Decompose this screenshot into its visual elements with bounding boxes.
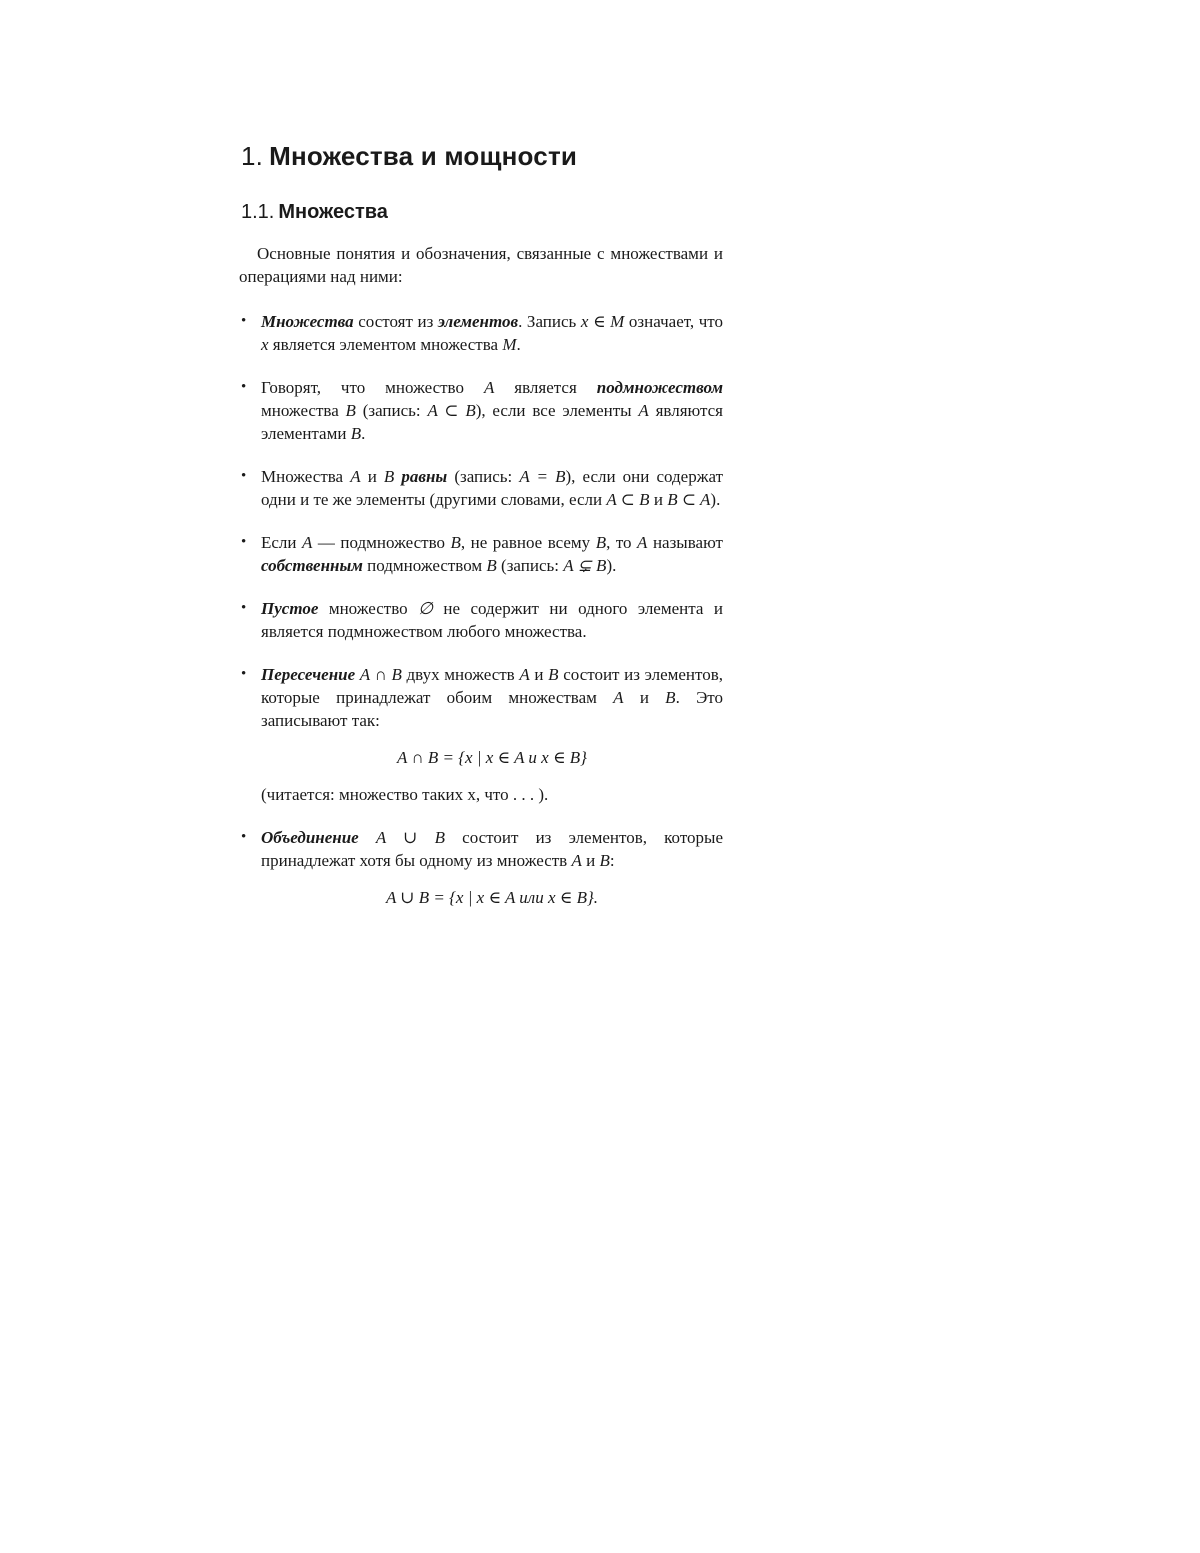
term: подмножеством [596,378,723,397]
formula-note: (читается: множество таких x, что . . . ). [261,785,549,804]
bullet-icon: • [241,468,247,484]
math: x ∈ M [580,312,625,331]
text: ). [710,490,721,509]
bullet-icon: • [241,829,247,845]
text: ), если они содержат одни и те же элементы (другими словами, если [261,467,724,509]
math: A ⊂ B [606,490,650,509]
math: B [595,533,607,552]
text: множество [318,599,419,618]
term: элементов [437,312,519,331]
text: . Запись [518,312,581,331]
math: A [350,467,361,486]
math: B [548,665,559,684]
text: является [494,378,597,397]
chapter-title [241,138,723,174]
definitions-list [241,310,723,909]
bullet-icon: • [241,666,247,682]
text: множества [261,401,346,420]
chapter-title-text: Множества и мощности [269,141,578,171]
bullet-icon: • [241,379,247,395]
text: (запись: [355,401,428,420]
list-item [241,663,723,806]
text: Множества [261,467,351,486]
bullet-icon: • [241,600,247,616]
text: означает, что [624,312,723,331]
text: ). [606,556,617,575]
list-item [241,826,723,909]
bullet-icon: • [241,313,247,329]
document-page [241,138,723,929]
text: и [360,467,384,486]
text: : [609,851,615,870]
text: является элементом множества [268,335,503,354]
intersection-formula: A ∩ B = {x | x ∈ A и x ∈ B} [397,748,587,767]
math: x [261,335,269,354]
math: B [350,424,362,443]
math: A [519,665,530,684]
text: Говорят, что множество [261,378,484,397]
math: A [638,401,649,420]
term: собственным [261,556,363,575]
list-item [241,531,723,577]
math: B ⊂ A [667,490,711,509]
text: называют [647,533,723,552]
math: A [302,533,313,552]
section-title-text: Множества [278,201,388,223]
math: A ⊂ B [427,401,476,420]
text: и [649,490,668,509]
text: , не равное всему [460,533,596,552]
text: (запись: [447,467,520,486]
text: . [361,424,366,443]
text: и [623,688,666,707]
math: B [486,556,497,575]
chapter-number: 1. [241,141,264,171]
text: являются элементами [261,401,723,443]
term: Пустое [261,599,319,618]
math: B [665,688,676,707]
intro-paragraph: Основные понятия и обозначения, связанные с множествами и операциями над ними: [239,244,723,286]
math: B [383,467,395,486]
math: A ∪ B [375,828,445,847]
math: A = B [519,467,566,486]
text: ), если все элементы [475,401,639,420]
section-title [241,198,723,226]
text: Если [261,533,303,552]
term: Пересечение [261,665,356,684]
term: Множества [261,312,354,331]
text: состоят из [353,312,438,331]
math: A ⊊ B [563,556,607,575]
bullet-icon: • [241,534,247,550]
text: и [529,665,549,684]
math: B [450,533,461,552]
text [359,828,376,847]
math: B [345,401,356,420]
list-item [241,310,723,356]
math: A [483,378,495,397]
text: подмножеством [362,556,487,575]
text: не содержит ни одного элемента и является подмножеством любого множества. [261,599,723,641]
text: состоит из элементов, которые принадлежат обоим множествам [261,665,723,707]
math: A [571,851,582,870]
math: A [637,533,648,552]
text: (запись: [496,556,564,575]
text: . [516,335,521,354]
term: Объединение [261,828,359,847]
math: M [502,335,517,354]
text: состоит из элементов, которые принадлежат хотя бы одному из множеств [261,828,723,870]
text: , то [606,533,638,552]
section-number: 1.1. [241,201,275,223]
text: двух множеств [401,665,520,684]
math: A ∩ B [359,665,402,684]
text: и [581,851,600,870]
text: . Это записывают так: [261,688,723,730]
math: ∅ [418,599,433,618]
term: равны [401,467,448,486]
list-item [241,376,723,445]
math: B [599,851,610,870]
list-item [241,465,723,511]
union-formula: A ∪ B = {x | x ∈ A или x ∈ B}. [385,888,599,907]
list-item [241,597,723,643]
math: A [613,688,624,707]
text: — подмножество [312,533,451,552]
